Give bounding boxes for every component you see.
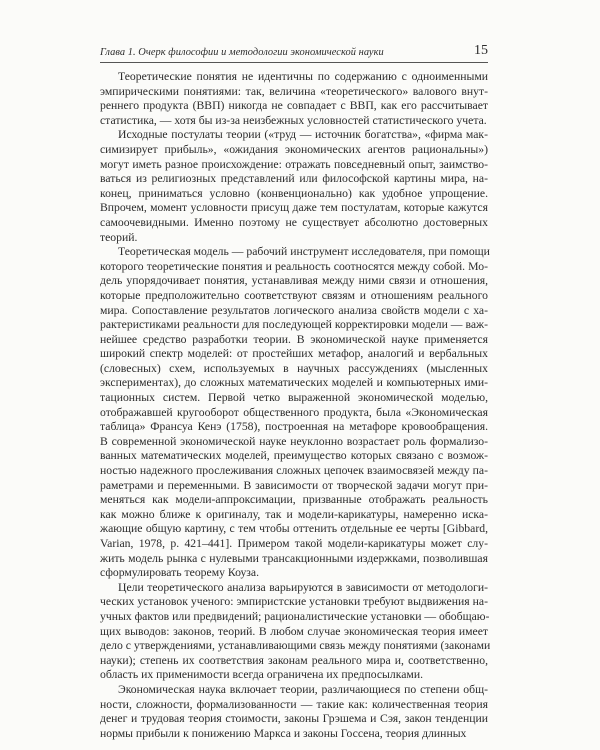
text-line: которые предположительно соответствуют связям и отношениям реального [100, 288, 488, 302]
text-line: Экономическая наука включает теории, различающиеся по степени общ- [118, 682, 488, 696]
text-line: реннего продукта (ВВП) никогда не совпадает с ВВП, как его рассчитывает [100, 99, 488, 113]
text-line: широкий спектр моделей: от простейших метафор, аналогий и вербальных [100, 347, 488, 361]
text-line: ческих установок ученого: эмпиристские установки требуют выдвижения на- [100, 595, 488, 609]
text-line: Теоретические понятия не идентичны по содержанию с одноименными [118, 70, 488, 83]
chapter-title: Глава 1. Очерк философии и методологии экономической науки [100, 47, 384, 58]
text-line: сформулировать теорему Коуза. [100, 566, 260, 580]
text-line: нейшее средство разработки теории. В экономической науке применяется [100, 332, 488, 346]
text-line: дело с утверждениями, устанавливающими связь между понятиями (законами [100, 639, 491, 653]
text-line: экспериментах), до сложных математических моделей и компьютерных ими- [100, 376, 488, 390]
body-text [100, 70, 491, 741]
paragraph [100, 683, 488, 741]
text-line: ваться из религиозных представлений или философской картины мира, на- [100, 172, 488, 186]
text-line: статистика, — хотя бы из-за неизбежных условностей статистического учета. [100, 113, 487, 127]
text-line: щих выводов: законов, теорий. В любом случае экономическая теория имеет [100, 624, 488, 638]
text-line: дель упорядочивает понятия, устанавливая между ними связи и отношения, [100, 274, 488, 288]
text-line: жающие общую картину, с тем чтобы оттенить отдельные ее черты [Gibbard, [100, 522, 488, 536]
text-line: Теоретическая модель — рабочий инструмент исследователя, при помощи [118, 245, 490, 259]
text-line: симизирует прибыль», «ожидания экономических агентов рациональны») [100, 142, 488, 156]
text-line: самоочевидными. Именно поэтому не существует абсолютно достоверных [100, 215, 488, 229]
text-line: Цели теоретического анализа варьируются в зависимости от методологи- [118, 580, 488, 594]
text-line: учных фактов или предвидений; рационалистические установки — обобщаю- [100, 609, 490, 623]
text-line: ванных математических моделей, преимущество которых связано с возмож- [100, 449, 488, 463]
text-line: науки); степень их соответствия законам реального мира и, соответственно, [100, 653, 488, 667]
page-number: 15 [474, 43, 488, 58]
text-line: раметрами и переменными. В зависимости от творческой задачи могут при- [100, 478, 488, 492]
text-line: нормы прибыли к понижению Маркса и законы Госсена, теория длинных [100, 726, 467, 740]
text-line: которого теоретические понятия и реальность соотносятся между собой. Мо- [100, 259, 488, 273]
text-line: Varian, 1978, p. 421–441]. Примером такой модели-карикатуры может слу- [100, 537, 488, 550]
text-line: тационных систем. Первой четко выраженной экономической моделью, [100, 391, 488, 405]
text-line: как можно ближе к оригиналу, так и модели-карикатуры, намеренно иска- [100, 507, 488, 521]
text-line: рактеристиками реальности для последующей корректировки модели — важ- [100, 318, 488, 332]
paragraph [100, 580, 491, 683]
text-line: денег и трудовая теория стоимости, законы Грэшема и Сэя, закон тенденции [100, 712, 488, 726]
text-line: жить модель рынка с нулевыми трансакционными издержками, позволившая [100, 551, 488, 565]
text-line: ности, сложности, формализованности — такие как: количественная теория [100, 697, 488, 711]
text-line: область их применимости всегда ограничена их предпосылками. [100, 668, 423, 682]
text-line: могут иметь разное происхождение: отражать повседневный опыт, заимство- [100, 157, 488, 171]
text-line: отображавшей кругооборот общественного продукта, была «Экономическая [100, 405, 488, 419]
text-line: теорий. [100, 230, 138, 244]
text-line: конец, приниматься условно (конвенционально) как удобное упрощение. [100, 186, 488, 200]
text-line: ностью надежного прослеживания сложных цепочек взаимосвязей между па- [100, 464, 488, 478]
running-header [100, 44, 488, 63]
text-line: Впрочем, момент условности присущ даже тем постулатам, которые кажутся [100, 201, 488, 215]
text-line: мира. Сопоставление результатов логического анализа свойств модели с ха- [100, 303, 488, 317]
paragraph [100, 70, 488, 128]
text-line: (словесных) схем, используемых в научных рассуждениях (мысленных [100, 361, 488, 375]
text-line: Исходные постулаты теории («труд — источник богатства», «фирма мак- [118, 128, 488, 142]
text-line: меняться как модели-аппроксимации, призванные отображать реальность [100, 493, 488, 507]
text-line: таблица» Франсуа Кенэ (1758), построенная на метафоре кровообращения. [100, 420, 488, 434]
text-line: В современной экономической науке неуклонно возрастает роль формализо- [100, 434, 488, 448]
paragraph [100, 128, 488, 245]
text-line: эмпирическими понятиями: так, величина «теоретического» валового внут- [100, 84, 488, 98]
paragraph [100, 245, 488, 581]
